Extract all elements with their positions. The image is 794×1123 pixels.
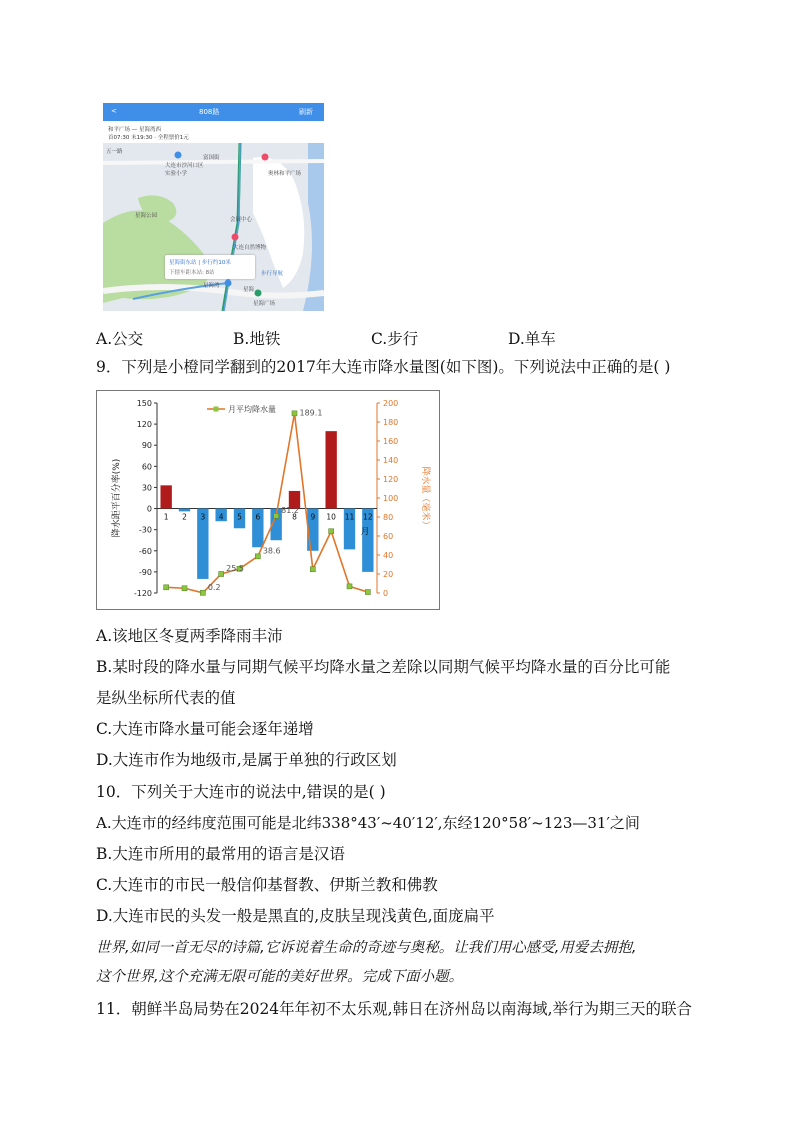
route-title: 808路 (199, 108, 220, 116)
month-label: 3 (200, 512, 206, 522)
map-label: 星海广场 (253, 301, 276, 307)
x-axis-label: 月 (360, 527, 370, 538)
left-tick-label: 0 (146, 504, 152, 514)
precip-value-label: 81.2 (281, 505, 299, 515)
right-tick-label: 60 (383, 532, 394, 541)
right-tick-label: 200 (383, 399, 399, 408)
precip-marker (347, 584, 352, 589)
left-tick-label: -60 (138, 546, 152, 556)
map-label: 奥林和平广场 (268, 171, 302, 177)
map-label: 大连自然博物 (233, 245, 267, 251)
map-label: 星海湾 (203, 283, 220, 289)
route-endpoints: 和平广场 — 星海湾西 (108, 127, 161, 133)
back-icon[interactable]: < (111, 107, 117, 115)
left-tick-label: 30 (141, 483, 152, 493)
precip-marker (182, 586, 187, 591)
month-label: 10 (326, 512, 336, 522)
precip-marker (310, 567, 315, 572)
left-tick-label: 90 (141, 441, 152, 451)
station-popup[interactable] (165, 255, 255, 279)
right-tick-label: 160 (383, 437, 399, 446)
passage-line: 这个世界,这个充满无限可能的美好世界。完成下面小题。 (96, 969, 464, 985)
right-tick-label: 180 (383, 418, 399, 427)
bus-route-map (103, 103, 324, 311)
right-tick-label: 140 (383, 456, 399, 465)
month-label: 2 (182, 512, 187, 522)
q8-option-b: B.地铁 (233, 330, 281, 348)
q9-option-d: D.大连市作为地级市,是属于单独的行政区划 (96, 751, 397, 769)
month-label: 1 (163, 512, 169, 522)
right-tick-label: 40 (383, 551, 394, 560)
month-label: 8 (292, 512, 297, 522)
map-label: 会展中心 (230, 217, 253, 223)
map-label: 星海公园 (135, 213, 158, 219)
right-tick-label: 0 (383, 589, 389, 598)
q9-stem: 9．下列是小橙同学翻到的2017年大连市降水量图(如下图)。下列说法中正确的是( ) (96, 358, 671, 376)
precip-marker (329, 529, 334, 534)
popup-line: 星海街东站 | 步行约10米 (169, 260, 231, 266)
precip-value-label: 189.1 (299, 408, 323, 418)
q8-option-a: A.公交 (96, 330, 144, 348)
map-label: 大连市沙河口区实验小学 (165, 163, 204, 177)
q10-option-d: D.大连市民的头发一般是黑直的,皮肤呈现浅黄色,面庞扁平 (96, 907, 495, 925)
precipitation-chart (96, 390, 440, 610)
q9-option-c: C.大连市降水量可能会逐年递增 (96, 720, 314, 738)
q9-option-b: B.某时段的降水量与同期气候平均降水量之差除以同期气候平均降水量的百分比可能 (96, 658, 671, 676)
walk-nav-label[interactable]: 步行导航 (261, 271, 284, 277)
left-tick-label: 120 (136, 420, 152, 430)
precip-value-label: 38.6 (262, 546, 281, 556)
q10-option-a: A.大连市的经纬度范围可能是北纬338°43′~40′12′,东经120°58′~123—31′之间 (96, 814, 640, 832)
month-label: 5 (237, 512, 242, 522)
precip-marker (200, 590, 205, 595)
right-tick-label: 120 (383, 475, 399, 484)
precip-line (163, 413, 368, 592)
left-tick-label: 150 (136, 399, 152, 408)
left-axis-title: 降水距平百分率(%) (112, 458, 122, 538)
month-label: 9 (310, 512, 316, 522)
q10-option-c: C.大连市的市民一般信仰基督教、伊斯兰教和佛教 (96, 876, 438, 894)
route-info (103, 121, 324, 143)
left-tick-label: 60 (141, 462, 152, 472)
legend-label: 月平均降水量 (228, 405, 276, 414)
precip-marker (255, 554, 260, 559)
map-label: 五一路 (106, 149, 123, 155)
month-label: 4 (218, 512, 224, 522)
month-label: 12 (363, 512, 373, 522)
precip-marker (292, 411, 297, 416)
precip-marker (365, 590, 370, 595)
q10-stem: 10．下列关于大连市的说法中,错误的是( ) (96, 783, 386, 801)
left-tick-label: -90 (138, 567, 152, 577)
left-tick-label: -120 (133, 589, 152, 598)
precip-marker (164, 585, 169, 590)
right-tick-label: 80 (383, 513, 394, 522)
right-tick-label: 100 (383, 494, 399, 503)
month-label: 6 (255, 512, 261, 522)
popup-line: 下辖车距本站: 8站 (169, 270, 215, 276)
q9-option-a: A.该地区冬夏两季降雨丰沛 (96, 627, 283, 645)
q9-option-b-cont: 是纵坐标所代表的值 (96, 689, 236, 707)
route-schedule: 首07:30 末19:30 · 全程票价1元 (108, 135, 189, 141)
refresh-button[interactable]: 刷新 (299, 108, 313, 116)
precip-marker (274, 513, 279, 518)
precip-value-label: 0.2 (207, 582, 221, 592)
map-label: 星海 (243, 287, 255, 293)
anomaly-bar (160, 485, 171, 508)
right-axis-title: 降水量（毫米） (420, 466, 430, 530)
legend-marker (214, 407, 219, 412)
precip-marker (219, 572, 224, 577)
right-tick-label: 20 (383, 570, 394, 579)
chart-svg (97, 391, 439, 609)
anomaly-bar (179, 509, 190, 512)
q8-option-d: D.单车 (508, 330, 556, 348)
month-label: 11 (344, 512, 355, 522)
map-header (103, 103, 324, 121)
map-label: 富国街 (203, 155, 220, 161)
q10-option-b: B.大连市所用的最常用的语言是汉语 (96, 845, 345, 863)
q8-option-c: C.步行 (371, 330, 419, 348)
q11-stem: 11．朝鲜半岛局势在2024年年初不太乐观,韩日在济州岛以南海域,举行为期三天的联合 (96, 1000, 693, 1018)
left-tick-label: -30 (138, 525, 152, 535)
anomaly-bar (325, 431, 336, 508)
precip-value-label: 25.5 (226, 564, 244, 573)
passage-line: 世界,如同一首无尽的诗篇,它诉说着生命的奇迹与奥秘。让我们用心感受,用爱去拥抱, (96, 940, 637, 956)
